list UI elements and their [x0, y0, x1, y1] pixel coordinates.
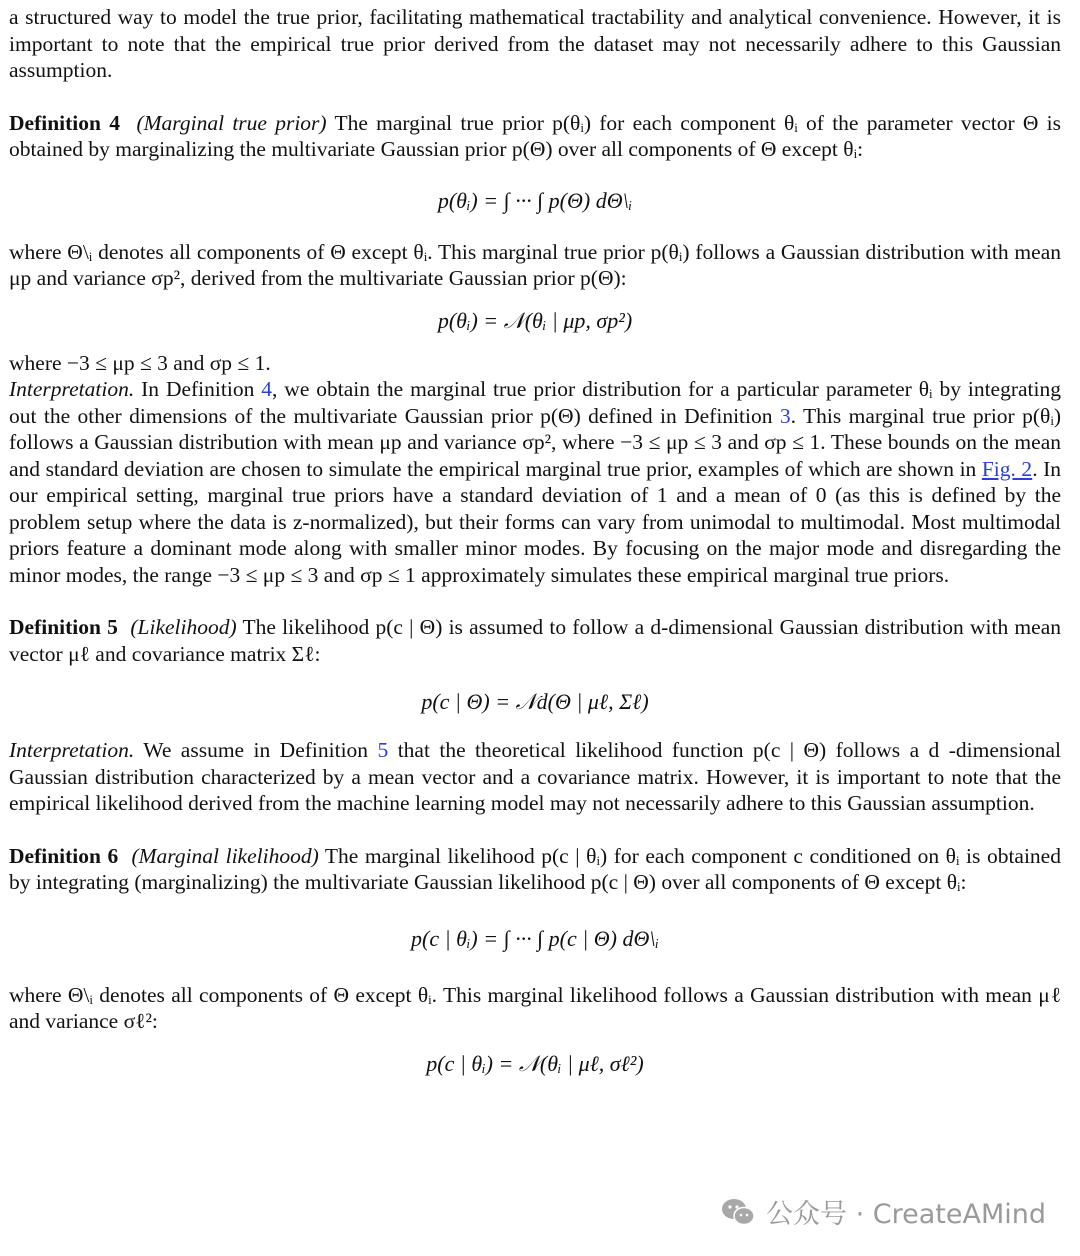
definition-5 [9, 614, 1061, 667]
interp4-label: Interpretation. [9, 377, 135, 401]
interp4-text-a: In Definition [141, 377, 255, 401]
intro-paragraph: a structured way to model the true prior, facilitating mathematical tractability and analytical convenience. However, it is important to note that the empirical true prior derived from the dataset may not necessarily adhere to this Gaussian assumption. [9, 5, 1061, 82]
def5-label: Definition 5 [9, 615, 118, 639]
def5-text: The likelihood p(c | Θ) is assumed to follow a d-dimensional Gaussian distribution with mean vector μℓ and covariance matrix Σℓ: [9, 615, 1061, 666]
def4-after: where Θ\ᵢ denotes all components of Θ except θᵢ. This marginal true prior p(θᵢ) follows a Gaussian distribution with mean μp and variance σp², derived from the multivariate Gaussian prior p(Θ): [9, 239, 1061, 290]
interp4-text-c: . This marginal true prior p(θᵢ) follows a Gaussian distribution with mean μp and variance σp², where −3 ≤ μp ≤ 3 and σp ≤ 1. These bounds on the mean and standard deviation are chosen to simulate the empirical marginal true prior, examples of which are shown in [9, 403, 1061, 481]
def4-ref-link[interactable]: 4 [261, 377, 272, 401]
def6-text: The marginal likelihood p(c | θᵢ) for each component c conditioned on θᵢ is obtained by integrating (marginalizing) the multivariate Gaussian likelihood p(c | Θ) over all components of Θ except θᵢ: [9, 843, 1061, 894]
def3-ref-link[interactable]: 3 [779, 403, 791, 428]
definition-6 [9, 843, 1061, 896]
interp4-text-b: , we obtain the marginal true prior distribution for a particular parameter θᵢ by integrating out the other dimensions of the multivariate Gaussian prior p(Θ) defined in Definition [9, 377, 1062, 428]
def4-title: (Marginal true prior) [136, 110, 327, 135]
interpretation-5 [9, 737, 1061, 817]
def5-title: (Likelihood) [130, 615, 237, 639]
wechat-icon [720, 1197, 756, 1227]
def4-text: The marginal true prior p(θᵢ) for each component θᵢ of the parameter vector Θ is obtained by marginalizing the multivariate Gaussian prior p(Θ) over all components of Θ except θᵢ: [9, 110, 1061, 161]
def5-ref-link[interactable]: 5 [377, 738, 389, 762]
def6-after: where Θ\ᵢ denotes all components of Θ except θᵢ. This marginal likelihood follows a Gaussian distribution with mean μℓ and variance σℓ²: [9, 982, 1061, 1033]
watermark [720, 1192, 1046, 1231]
interp5-text-b: that the theoretical likelihood function p(c | Θ) follows a d -dimensional Gaussian distribution characterized by a mean vector and a covariance matrix. However, it is important to note that the empirical likelihood derived from the machine learning model may not necessarily adhere to this Gaussian assumption. [9, 738, 1061, 815]
definition-4 [9, 110, 1061, 163]
def4-equation-2: p(θᵢ) = 𝒩(θᵢ | μp, σp²) [437, 307, 633, 333]
interpretation-4 [9, 376, 1061, 588]
interp4-text-d: . In our empirical setting, marginal true priors have a standard deviation of 1 and a mean of 0 (as this is defined by the problem setup where the data is z-normalized), but their forms can vary from unimodal to multimodal. Most multimodal priors feature a dominant mode along with smaller minor modes. By focusing on the major mode and disregarding the minor modes, the range −3 ≤ μp ≤ 3 and σp ≤ 1 approximately simulates these empirical marginal true priors. [9, 456, 1061, 587]
def6-equation: p(c | θᵢ) = ∫ ··· ∫ p(c | Θ) dΘ\ᵢ [411, 925, 659, 951]
interp5-text-a: We assume in Definition [143, 738, 369, 762]
def4-equation: p(θᵢ) = ∫ ··· ∫ p(Θ) dΘ\ᵢ [437, 187, 633, 213]
def6-label: Definition 6 [9, 843, 119, 868]
def6-title: (Marginal likelihood) [131, 843, 319, 868]
def5-equation: p(c | Θ) = 𝒩d(Θ | μℓ, Σℓ) [421, 689, 649, 714]
paper-page [9, 4, 1061, 1093]
interp5-label: Interpretation. [9, 738, 135, 762]
fig2-ref-link[interactable]: Fig. 2 [981, 456, 1033, 481]
watermark-text: 公众号 · CreateAMind [766, 1199, 1046, 1230]
def6-equation-2: p(c | θᵢ) = 𝒩(θᵢ | μℓ, σℓ²) [426, 1050, 644, 1076]
def4-bounds: where −3 ≤ μp ≤ 3 and σp ≤ 1. [9, 350, 271, 375]
def4-label: Definition 4 [9, 110, 120, 135]
